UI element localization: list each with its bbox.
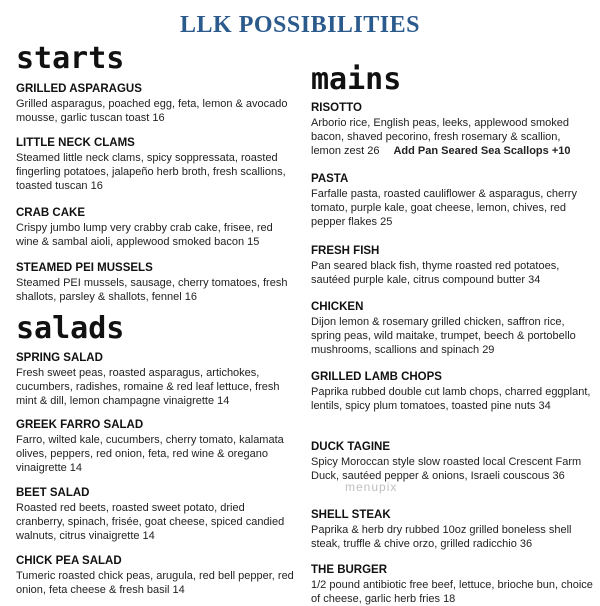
item-name: FRESH FISH	[311, 245, 380, 257]
item-name: PASTA	[311, 173, 349, 185]
item-description-text: Arborio rice, English peas, leeks, applewood smoked bacon, shaved pecorino, fresh rosemary & scallion, lemon zest 26	[311, 117, 570, 157]
menu-item	[311, 172, 593, 229]
item-name: CHICKEN	[311, 301, 364, 313]
menu-item	[16, 351, 294, 408]
mains-heading: mains	[311, 62, 402, 97]
item-name: THE BURGER	[311, 564, 388, 576]
menu-item	[311, 101, 593, 158]
item-description: Fresh sweet peas, roasted asparagus, artichokes, cucumbers, radishes, romaine & red leaf lettuce, fresh mint & dill, lemon champagne vinaigrette 14	[16, 367, 280, 407]
item-name: STEAMED PEI MUSSELS	[16, 262, 153, 274]
item-description: Steamed little neck clams, spicy soppressata, roasted fingerling potatoes, jalapeño herb broth, fresh scallions, toasted tuscan 16	[16, 152, 286, 192]
item-name: GRILLED ASPARAGUS	[16, 83, 142, 95]
item-name: GREEK FARRO SALAD	[16, 419, 144, 431]
item-name: DUCK TAGINE	[311, 441, 391, 453]
item-description: Dijon lemon & rosemary grilled chicken, saffron rice, spring peas, wild maitake, trumpet, beech & portobello mushrooms, scallions and spinach 29	[311, 316, 576, 356]
item-name: CRAB CAKE	[16, 207, 85, 219]
item-description: Farro, wilted kale, cucumbers, cherry tomato, kalamata olives, peppers, red onion, feta, red wine & oregano vinaigrette 14	[16, 434, 284, 474]
item-description: Paprika & herb dry rubbed 10oz grilled boneless shell steak, truffle & chive orzo, grilled radicchio 36	[311, 524, 572, 550]
item-name: RISOTTO	[311, 102, 362, 114]
item-description: Tumeric roasted chick peas, arugula, red bell pepper, red onion, feta cheese & fresh basil 14	[16, 570, 294, 596]
item-description: Roasted red beets, roasted sweet potato, dried cranberry, spinach, frisée, goat cheese, spiced candied walnuts, citrus vinaigrette 14	[16, 502, 285, 542]
item-description: Pan seared black fish, thyme roasted red potatoes, sautéed purple kale, citrus compound butter 34	[311, 260, 560, 286]
menu-item	[16, 554, 294, 597]
item-description: Steamed PEI mussels, sausage, cherry tomatoes, fresh shallots, parsley & shallots, fennel 16	[16, 277, 288, 303]
menu-title: LLK POSSIBILITIES	[180, 12, 420, 38]
menu-item	[311, 370, 593, 413]
item-name: SPRING SALAD	[16, 352, 103, 364]
item-description: Farfalle pasta, roasted cauliflower & asparagus, cherry tomato, purple kale, goat cheese, lemon, chives, red pepper flakes 25	[311, 188, 577, 228]
addon-note: Add Pan Seared Sea Scallops +10	[393, 145, 571, 157]
menu-item	[311, 508, 593, 551]
menu-item	[16, 206, 294, 249]
menu-item	[16, 261, 294, 304]
item-description	[311, 116, 593, 158]
menu-item	[311, 300, 593, 357]
item-description: Paprika rubbed double cut lamb chops, charred eggplant, lentils, spicy plum tomatoes, toasted pine nuts 34	[311, 386, 591, 412]
item-name: BEET SALAD	[16, 487, 90, 499]
menu-item	[311, 244, 593, 287]
item-description: Spicy Moroccan style slow roasted local Crescent Farm Duck, sautéed pepper & onions, Israeli couscous 36	[311, 456, 582, 482]
item-description: 1/2 pound antibiotic free beef, lettuce, brioche bun, choice of cheese, garlic herb fries 18	[311, 579, 593, 605]
starts-heading: starts	[16, 41, 125, 76]
menu-item	[311, 440, 593, 483]
menu-item	[16, 136, 294, 193]
item-name: LITTLE NECK CLAMS	[16, 137, 135, 149]
menu-item	[16, 418, 294, 475]
item-description: Grilled asparagus, poached egg, feta, lemon & avocado mousse, garlic tuscan toast 16	[16, 98, 288, 124]
item-name: SHELL STEAK	[311, 509, 391, 521]
menu-item	[16, 486, 294, 543]
item-name: GRILLED LAMB CHOPS	[311, 371, 442, 383]
item-description: Crispy jumbo lump very crabby crab cake, frisee, red wine & sambal aioli, applewood smoked bacon 15	[16, 222, 273, 248]
menu-item	[16, 82, 294, 125]
watermark: menupix	[345, 480, 398, 494]
item-name: CHICK PEA SALAD	[16, 555, 122, 567]
salads-heading: salads	[16, 311, 125, 346]
